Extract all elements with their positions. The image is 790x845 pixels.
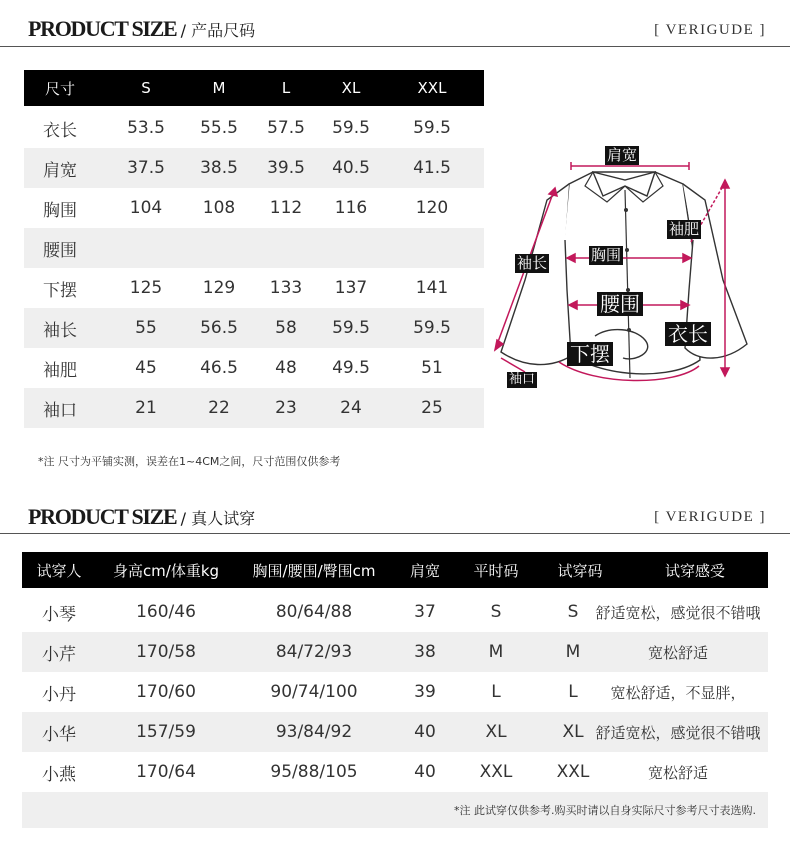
fit-shoulder: 40 — [414, 762, 436, 782]
label-chest: 胸围 — [591, 246, 622, 264]
table-row — [24, 148, 484, 188]
label-hem: 下摆 — [567, 342, 613, 366]
size-header-cell: M — [212, 79, 226, 97]
size-value — [392, 228, 472, 268]
section2-brand: [ VERIGUDE ] — [654, 509, 766, 525]
label-shoulder: 肩宽 — [607, 146, 638, 164]
size-value: 21 — [135, 398, 157, 418]
size-value: 51 — [421, 358, 443, 378]
size-value: 22 — [208, 398, 230, 418]
fit-height-weight: 160/46 — [136, 602, 196, 622]
fit-shoulder: 39 — [414, 682, 436, 702]
size-table — [24, 70, 484, 428]
size-note: *注 尺寸为平铺实测，误差在1~4CM之间，尺寸范围仅供参考 — [38, 455, 341, 468]
fit-measurements: 95/88/105 — [270, 762, 358, 782]
size-value: 59.5 — [413, 318, 451, 338]
fit-feedback: 宽松舒适，不显胖， — [610, 683, 746, 702]
size-value: 46.5 — [200, 358, 238, 378]
row-label: 胸围 — [43, 200, 77, 221]
table-row — [24, 268, 484, 308]
fit-usual-size: M — [488, 642, 504, 662]
size-value: 116 — [334, 198, 368, 218]
size-value: 41.5 — [413, 158, 451, 178]
size-value: 137 — [334, 278, 368, 298]
fit-trial-size: XL — [562, 722, 584, 742]
fit-measurements: 93/84/92 — [275, 722, 353, 742]
garment-diagram — [485, 140, 755, 400]
size-value: 55 — [135, 318, 157, 338]
fit-measurements: 90/74/100 — [270, 682, 358, 702]
size-value: 37.5 — [127, 158, 165, 178]
size-value: 112 — [269, 198, 303, 218]
row-label: 袖口 — [43, 400, 77, 421]
label-length: 衣长 — [665, 322, 711, 346]
label-waist: 腰围 — [597, 292, 643, 316]
fit-header-cell: 试穿感受 — [664, 561, 725, 580]
section2-divider — [0, 533, 790, 534]
size-value: 55.5 — [200, 118, 238, 138]
size-value: 59.5 — [332, 318, 370, 338]
row-label: 袖肥 — [43, 360, 77, 381]
fit-feedback: 宽松舒适 — [647, 763, 708, 782]
fit-measurements: 80/64/88 — [275, 602, 353, 622]
label-sleeve-width: 袖肥 — [669, 220, 700, 238]
size-value: 59.5 — [332, 118, 370, 138]
size-value: 57.5 — [267, 118, 305, 138]
size-value: 23 — [275, 398, 297, 418]
table-row — [22, 752, 768, 792]
size-value: 49.5 — [332, 358, 370, 378]
section1-divider — [0, 46, 790, 47]
fit-feedback: 舒适宽松，感觉很不错哦 — [595, 603, 761, 622]
section2-subtitle: / 真人试穿 — [180, 509, 256, 528]
size-header-cell: XL — [341, 79, 361, 97]
fit-table-header — [22, 552, 768, 588]
fit-header-cell: 胸围/腰围/臀围cm — [252, 561, 376, 580]
fit-feedback: 舒适宽松，感觉很不错哦 — [595, 723, 761, 742]
size-value — [311, 228, 391, 268]
fit-shoulder: 38 — [414, 642, 436, 662]
fit-height-weight: 170/58 — [136, 642, 196, 662]
fit-name: 小芹 — [42, 644, 76, 665]
size-header-cell: L — [281, 79, 291, 97]
fit-shoulder: 40 — [414, 722, 436, 742]
size-value: 45 — [135, 358, 157, 378]
fit-height-weight: 157/59 — [136, 722, 196, 742]
fit-trial-size: L — [568, 682, 578, 702]
size-value: 24 — [340, 398, 362, 418]
size-value: 120 — [415, 198, 449, 218]
fit-measurements: 84/72/93 — [275, 642, 353, 662]
table-row — [22, 712, 768, 752]
section2-title: PRODUCT SIZE — [28, 504, 177, 529]
fit-shoulder: 37 — [414, 602, 436, 622]
size-header-cell: XXL — [417, 79, 447, 97]
size-value: 38.5 — [200, 158, 238, 178]
size-value: 53.5 — [127, 118, 165, 138]
size-value: 108 — [202, 198, 236, 218]
size-value: 48 — [275, 358, 297, 378]
fit-table — [22, 552, 768, 828]
section1-brand: [ VERIGUDE ] — [654, 22, 766, 38]
size-value: 25 — [421, 398, 443, 418]
size-value: 58 — [275, 318, 297, 338]
fit-usual-size: L — [491, 682, 501, 702]
fit-usual-size: XL — [485, 722, 507, 742]
fit-header-cell: 试穿码 — [557, 561, 603, 580]
size-value: 133 — [269, 278, 303, 298]
fit-header-cell: 身高cm/体重kg — [112, 561, 220, 580]
table-row — [24, 388, 484, 428]
size-value: 56.5 — [200, 318, 238, 338]
row-label: 袖长 — [43, 320, 77, 341]
fit-name: 小丹 — [42, 684, 76, 705]
section2-heading — [28, 504, 255, 530]
section1-heading — [28, 16, 255, 42]
size-value: 141 — [415, 278, 449, 298]
table-row — [22, 632, 768, 672]
fit-header-cell: 平时码 — [473, 561, 519, 580]
fit-usual-size: XXL — [479, 762, 513, 782]
row-label: 衣长 — [43, 120, 77, 141]
fit-height-weight: 170/64 — [136, 762, 196, 782]
label-cuff: 袖口 — [509, 372, 536, 387]
section1-subtitle: / 产品尺码 — [180, 21, 256, 40]
label-sleeve-length: 袖长 — [517, 254, 548, 272]
fit-name: 小华 — [42, 724, 76, 745]
size-header-cell: 尺寸 — [44, 79, 75, 98]
fit-header-cell: 试穿人 — [36, 561, 82, 580]
row-label: 下摆 — [43, 280, 77, 301]
table-row — [24, 188, 484, 228]
fit-name: 小琴 — [42, 604, 76, 625]
table-row — [22, 672, 768, 712]
size-value: 104 — [129, 198, 163, 218]
table-row — [24, 228, 484, 268]
table-row — [24, 348, 484, 388]
row-label: 腰围 — [43, 240, 77, 261]
fit-trial-size: XXL — [556, 762, 590, 782]
size-value: 59.5 — [413, 118, 451, 138]
size-value: 39.5 — [267, 158, 305, 178]
fit-note: *注 此试穿仅供参考.购买时请以自身实际尺寸参考尺寸表选购. — [454, 804, 756, 817]
fit-note-row — [22, 792, 768, 828]
table-row — [24, 108, 484, 148]
fit-usual-size: S — [490, 602, 502, 622]
size-value: 40.5 — [332, 158, 370, 178]
fit-feedback: 宽松舒适 — [647, 643, 708, 662]
fit-height-weight: 170/60 — [136, 682, 196, 702]
size-value: 125 — [129, 278, 163, 298]
table-row — [24, 308, 484, 348]
size-value — [106, 228, 186, 268]
fit-name: 小燕 — [42, 764, 76, 785]
table-row — [22, 592, 768, 632]
fit-trial-size: S — [567, 602, 579, 622]
row-label: 肩宽 — [43, 160, 77, 181]
section1-title: PRODUCT SIZE — [28, 16, 177, 41]
size-value: 129 — [202, 278, 236, 298]
size-header-cell: S — [141, 79, 151, 97]
size-table-header — [24, 70, 484, 106]
fit-trial-size: M — [565, 642, 581, 662]
fit-header-cell: 肩宽 — [409, 561, 440, 580]
